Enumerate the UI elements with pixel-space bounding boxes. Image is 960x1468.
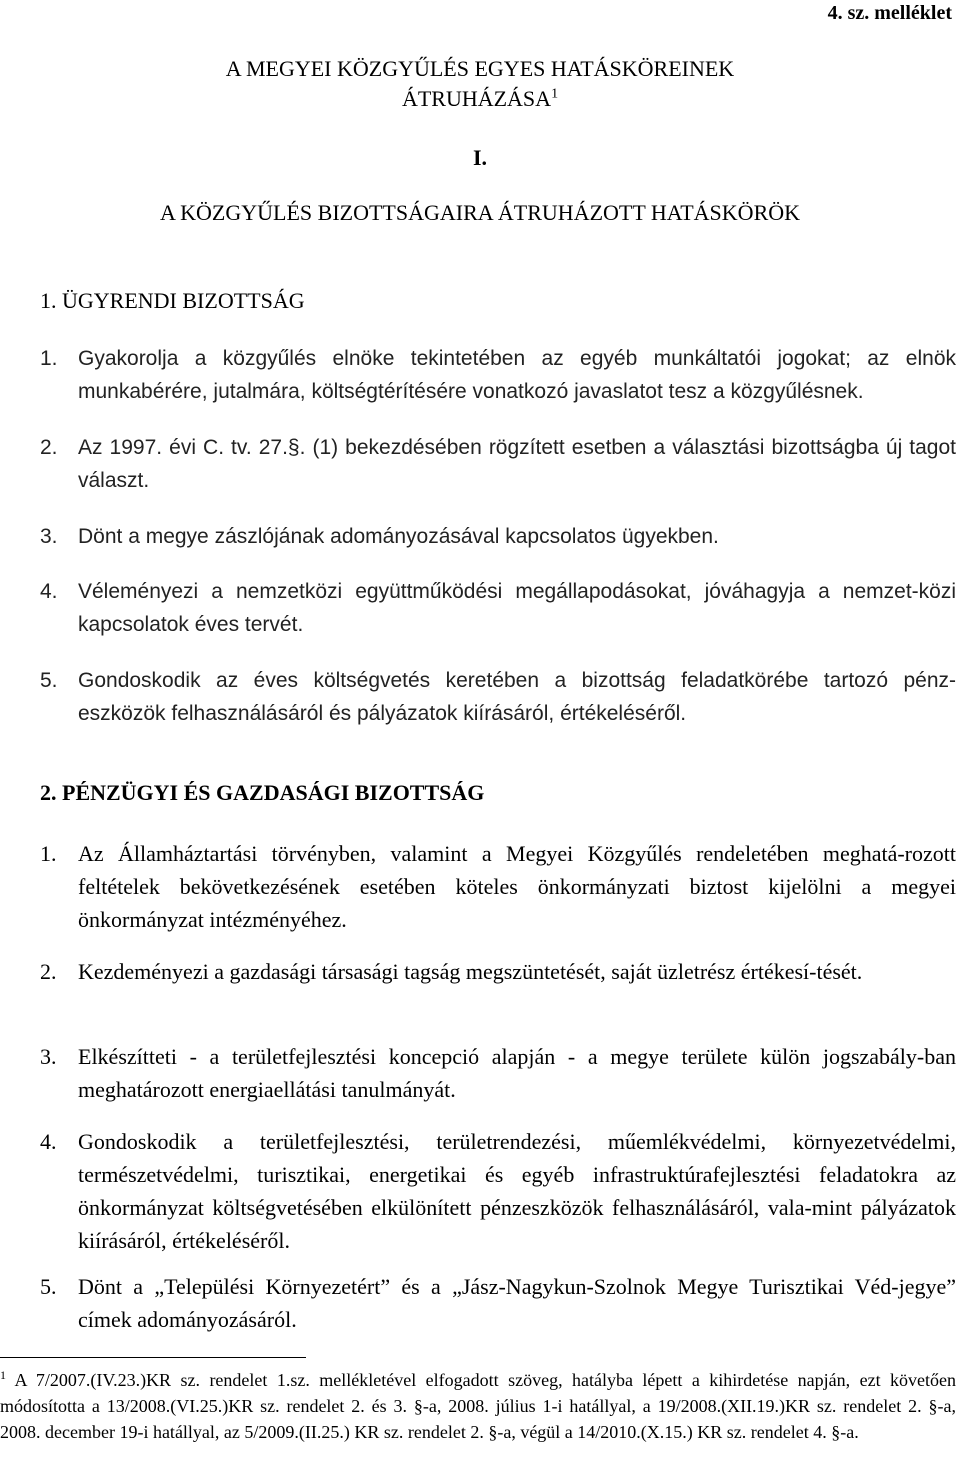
- item-number: 2.: [40, 959, 57, 984]
- part-number: I.: [472, 145, 488, 170]
- item-text: Az 1997. évi C. tv. 27.§. (1) bekezdésében rögzített esetben a választási bizottságba új tagot választ.: [78, 436, 956, 492]
- item-text: Dönt a megye zászlójának adományozásával kapcsolatos ügyekben.: [78, 525, 719, 548]
- committee-heading: 2. PÉNZÜGYI ÉS GAZDASÁGI BIZOTTSÁG: [40, 780, 485, 805]
- item-number: 3.: [40, 525, 58, 548]
- item-text: Gondoskodik a területfejlesztési, területrendezési, műemlékvédelmi, környezetvédelmi, természetvédelmi, turisztikai, energetikai és egyéb infrastruktúrafejlesztési feladatokra az önkormányzat költségvetésében elkülönített pénzeszközök felhasználásáról, vala-mint pályázatok kiírásáról, értékeléséről.: [78, 1129, 956, 1253]
- item-text: Véleményezi a nemzetközi együttműködési megállapodásokat, jóváhagyja a nemzet-közi kapcsolatok éves tervét.: [78, 580, 956, 636]
- item-number: 1.: [40, 347, 58, 370]
- list-item: [40, 575, 956, 641]
- part-heading: A KÖZGYŰLÉS BIZOTTSÁGAIRA ÁTRUHÁZOTT HATÁSKÖRÖK: [159, 200, 801, 225]
- footnote-text: A 7/2007.(IV.23.)KR sz. rendelet 1.sz. mellékletével elfogadott szöveg, hatályba lépett a kihirdetése napján, ezt követően módosította a 13/2008.(VI.25.)KR sz. rendelet 2. és 3. §-a, 2008. július 1-i hatállyal, a 19/2008.(XII.19.)KR sz. rendelet 2. §-a, 2008. december 19-i hatállyal, az 5/2009.(II.25.) KR sz. rendelet 2. §-a, végül a 14/2010.(X.15.) KR sz. rendelet 4. §-a.: [0, 1370, 956, 1442]
- committee-heading: 1. ÜGYRENDI BIZOTTSÁG: [40, 288, 305, 313]
- list-item: [40, 520, 956, 553]
- item-text: Az Államháztartási törvényben, valamint a Megyei Közgyűlés rendeletében meghatá-rozott feltételek bekövetkezésének esetében köteles önkormányzati biztost kijelölni a megyei önkormányzat intézményéhez.: [78, 841, 956, 932]
- item-text: Dönt a „Települési Környezetért” és a „Jász-Nagykun-Szolnok Megye Turisztikai Véd-jegye” címek adományozásáról.: [78, 1274, 956, 1332]
- item-number: 5.: [40, 669, 58, 692]
- item-number: 4.: [40, 1129, 57, 1154]
- item-number: 4.: [40, 580, 58, 603]
- item-number: 1.: [40, 841, 57, 866]
- list-item: [40, 955, 956, 988]
- list-item: [40, 837, 956, 936]
- list-item: [40, 1040, 956, 1106]
- list-item: [40, 342, 956, 408]
- list-item: [40, 664, 956, 730]
- list-item: [40, 431, 956, 497]
- footnote-separator: [0, 1357, 306, 1358]
- document-title-line2: [0, 86, 960, 112]
- document-title-line1: A MEGYEI KÖZGYŰLÉS EGYES HATÁSKÖREINEK: [225, 56, 735, 81]
- document-title-text: ÁTRUHÁZÁSA: [401, 86, 552, 111]
- footnote-number: 1: [0, 1368, 6, 1382]
- item-text: Kezdeményezi a gazdasági társasági tagság megszüntetését, saját üzletrész értékesí-tését.: [78, 959, 863, 984]
- list-item: [40, 1125, 956, 1257]
- item-text: Gondoskodik az éves költségvetés keretében a bizottság feladatkörébe tartozó pénz-eszközök felhasználásáról és pályázatok kiírásáról, értékeléséről.: [78, 669, 956, 725]
- footnote: [0, 1362, 956, 1445]
- list-item: [40, 1270, 956, 1336]
- item-number: 2.: [40, 436, 58, 459]
- item-text: Elkészítteti - a területfejlesztési koncepció alapján - a megye területe külön jogszabály-ban meghatározott energiaellátási tanulmányát.: [78, 1044, 956, 1102]
- item-text: Gyakorolja a közgyűlés elnöke tekintetében az egyéb munkáltatói jogokat; az elnök munkabérére, jutalmára, költségtérítésére vonatkozó javaslatot tesz a közgyűlésnek.: [78, 347, 956, 403]
- annex-label: 4. sz. melléklet: [827, 2, 952, 24]
- footnote-reference: 1: [551, 86, 559, 102]
- item-number: 5.: [40, 1274, 57, 1299]
- item-number: 3.: [40, 1044, 57, 1069]
